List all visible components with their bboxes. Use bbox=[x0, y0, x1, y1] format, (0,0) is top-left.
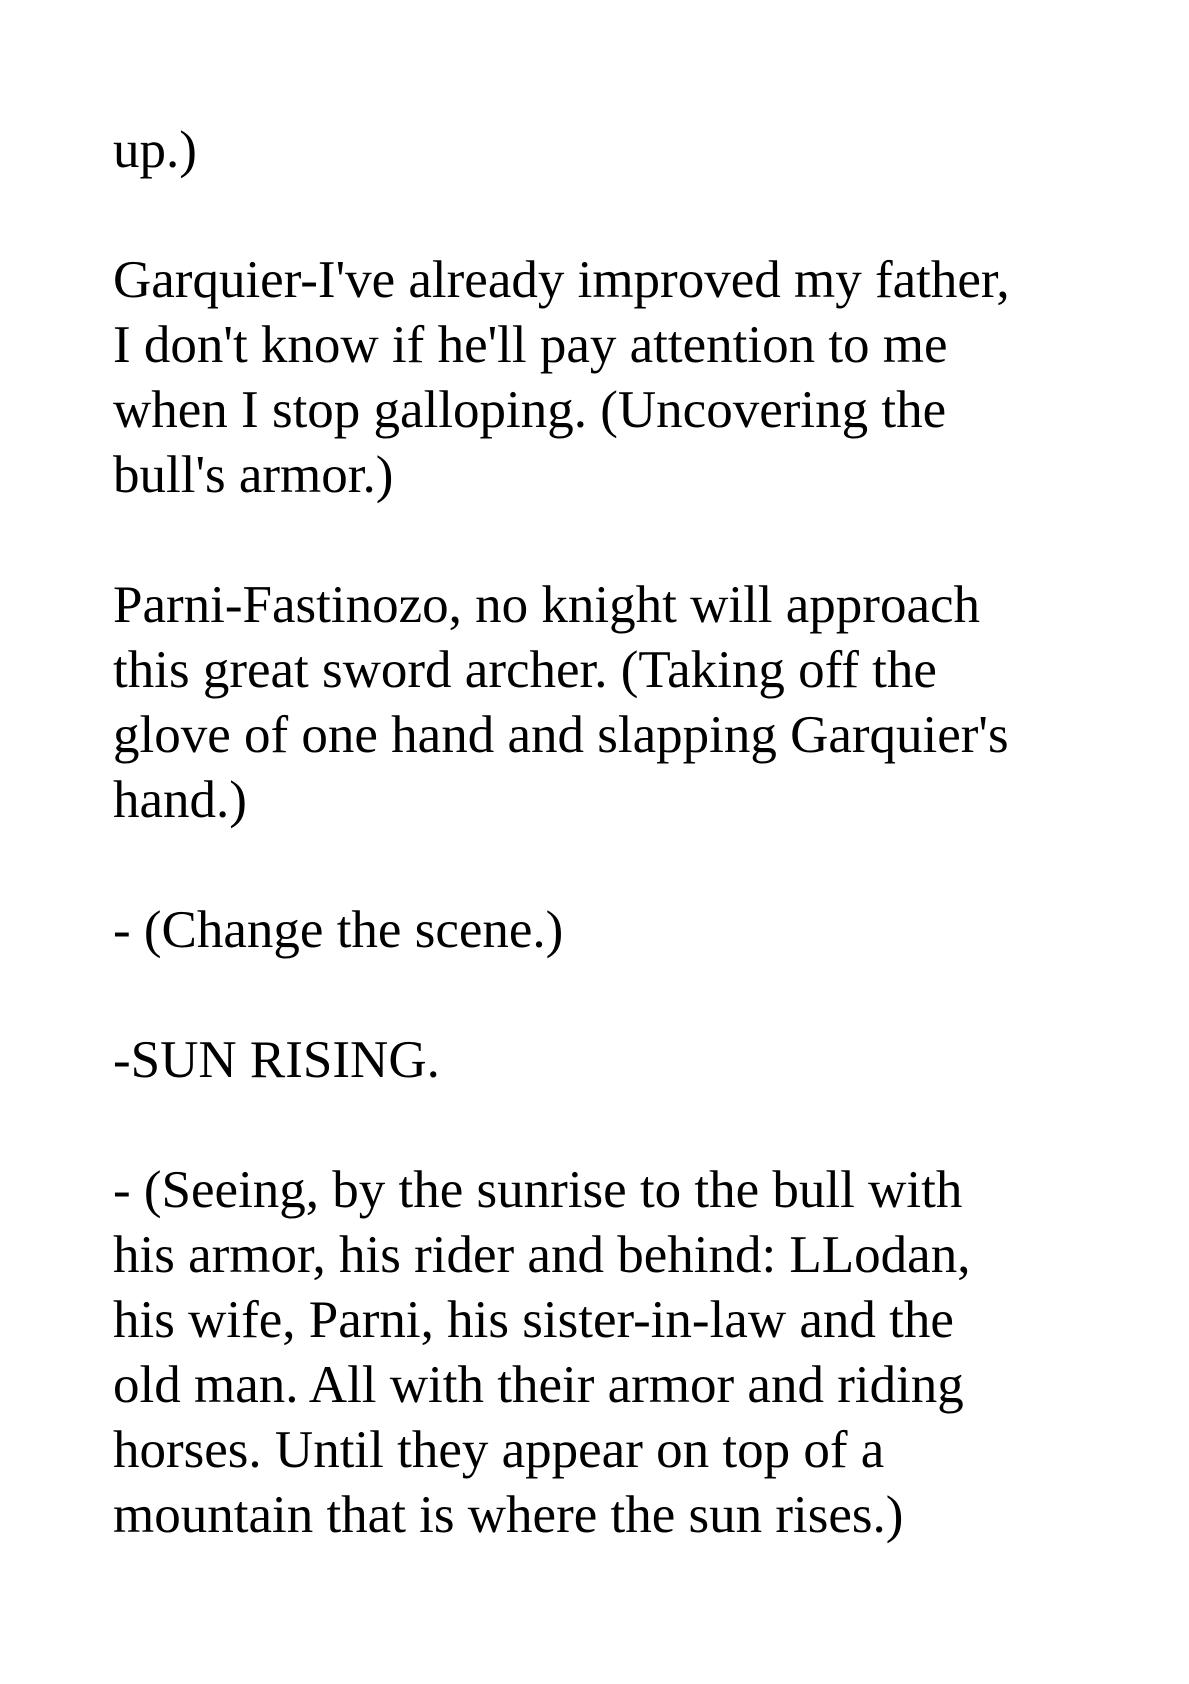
text-line: - (Seeing, by the sunrise to the bull with bbox=[113, 1161, 963, 1219]
text-line: -SUN RISING. bbox=[113, 1031, 440, 1089]
paragraph-continuation bbox=[113, 118, 1113, 183]
text-line: when I stop galloping. (Uncovering the bbox=[113, 381, 947, 439]
paragraph-scene-change bbox=[113, 898, 1113, 963]
script-text bbox=[113, 118, 1113, 1613]
paragraph-scene-heading bbox=[113, 1028, 1113, 1093]
text-line: I don't know if he'll pay attention to me bbox=[113, 316, 948, 374]
text-line: bull's armor.) bbox=[113, 446, 394, 504]
text-line: his armor, his rider and behind: LLodan, bbox=[113, 1226, 971, 1284]
paragraph-garquier-dialogue bbox=[113, 248, 1113, 508]
text-line: horses. Until they appear on top of a bbox=[113, 1421, 885, 1479]
text-line: old man. All with their armor and riding bbox=[113, 1356, 964, 1414]
text-line: Garquier-I've already improved my father, bbox=[113, 251, 1010, 309]
text-line: glove of one hand and slapping Garquier's bbox=[113, 706, 1009, 764]
text-line: up.) bbox=[113, 121, 197, 179]
text-line: Parni-Fastinozo, no knight will approach bbox=[113, 576, 980, 634]
text-line: this great sword archer. (Taking off the bbox=[113, 641, 937, 699]
text-line: - (Change the scene.) bbox=[113, 901, 564, 959]
paragraph-stage-direction bbox=[113, 1158, 1113, 1548]
text-line: mountain that is where the sun rises.) bbox=[113, 1486, 904, 1544]
text-line: his wife, Parni, his sister-in-law and the bbox=[113, 1291, 954, 1349]
text-line: hand.) bbox=[113, 771, 247, 829]
paragraph-parni-dialogue bbox=[113, 573, 1113, 833]
